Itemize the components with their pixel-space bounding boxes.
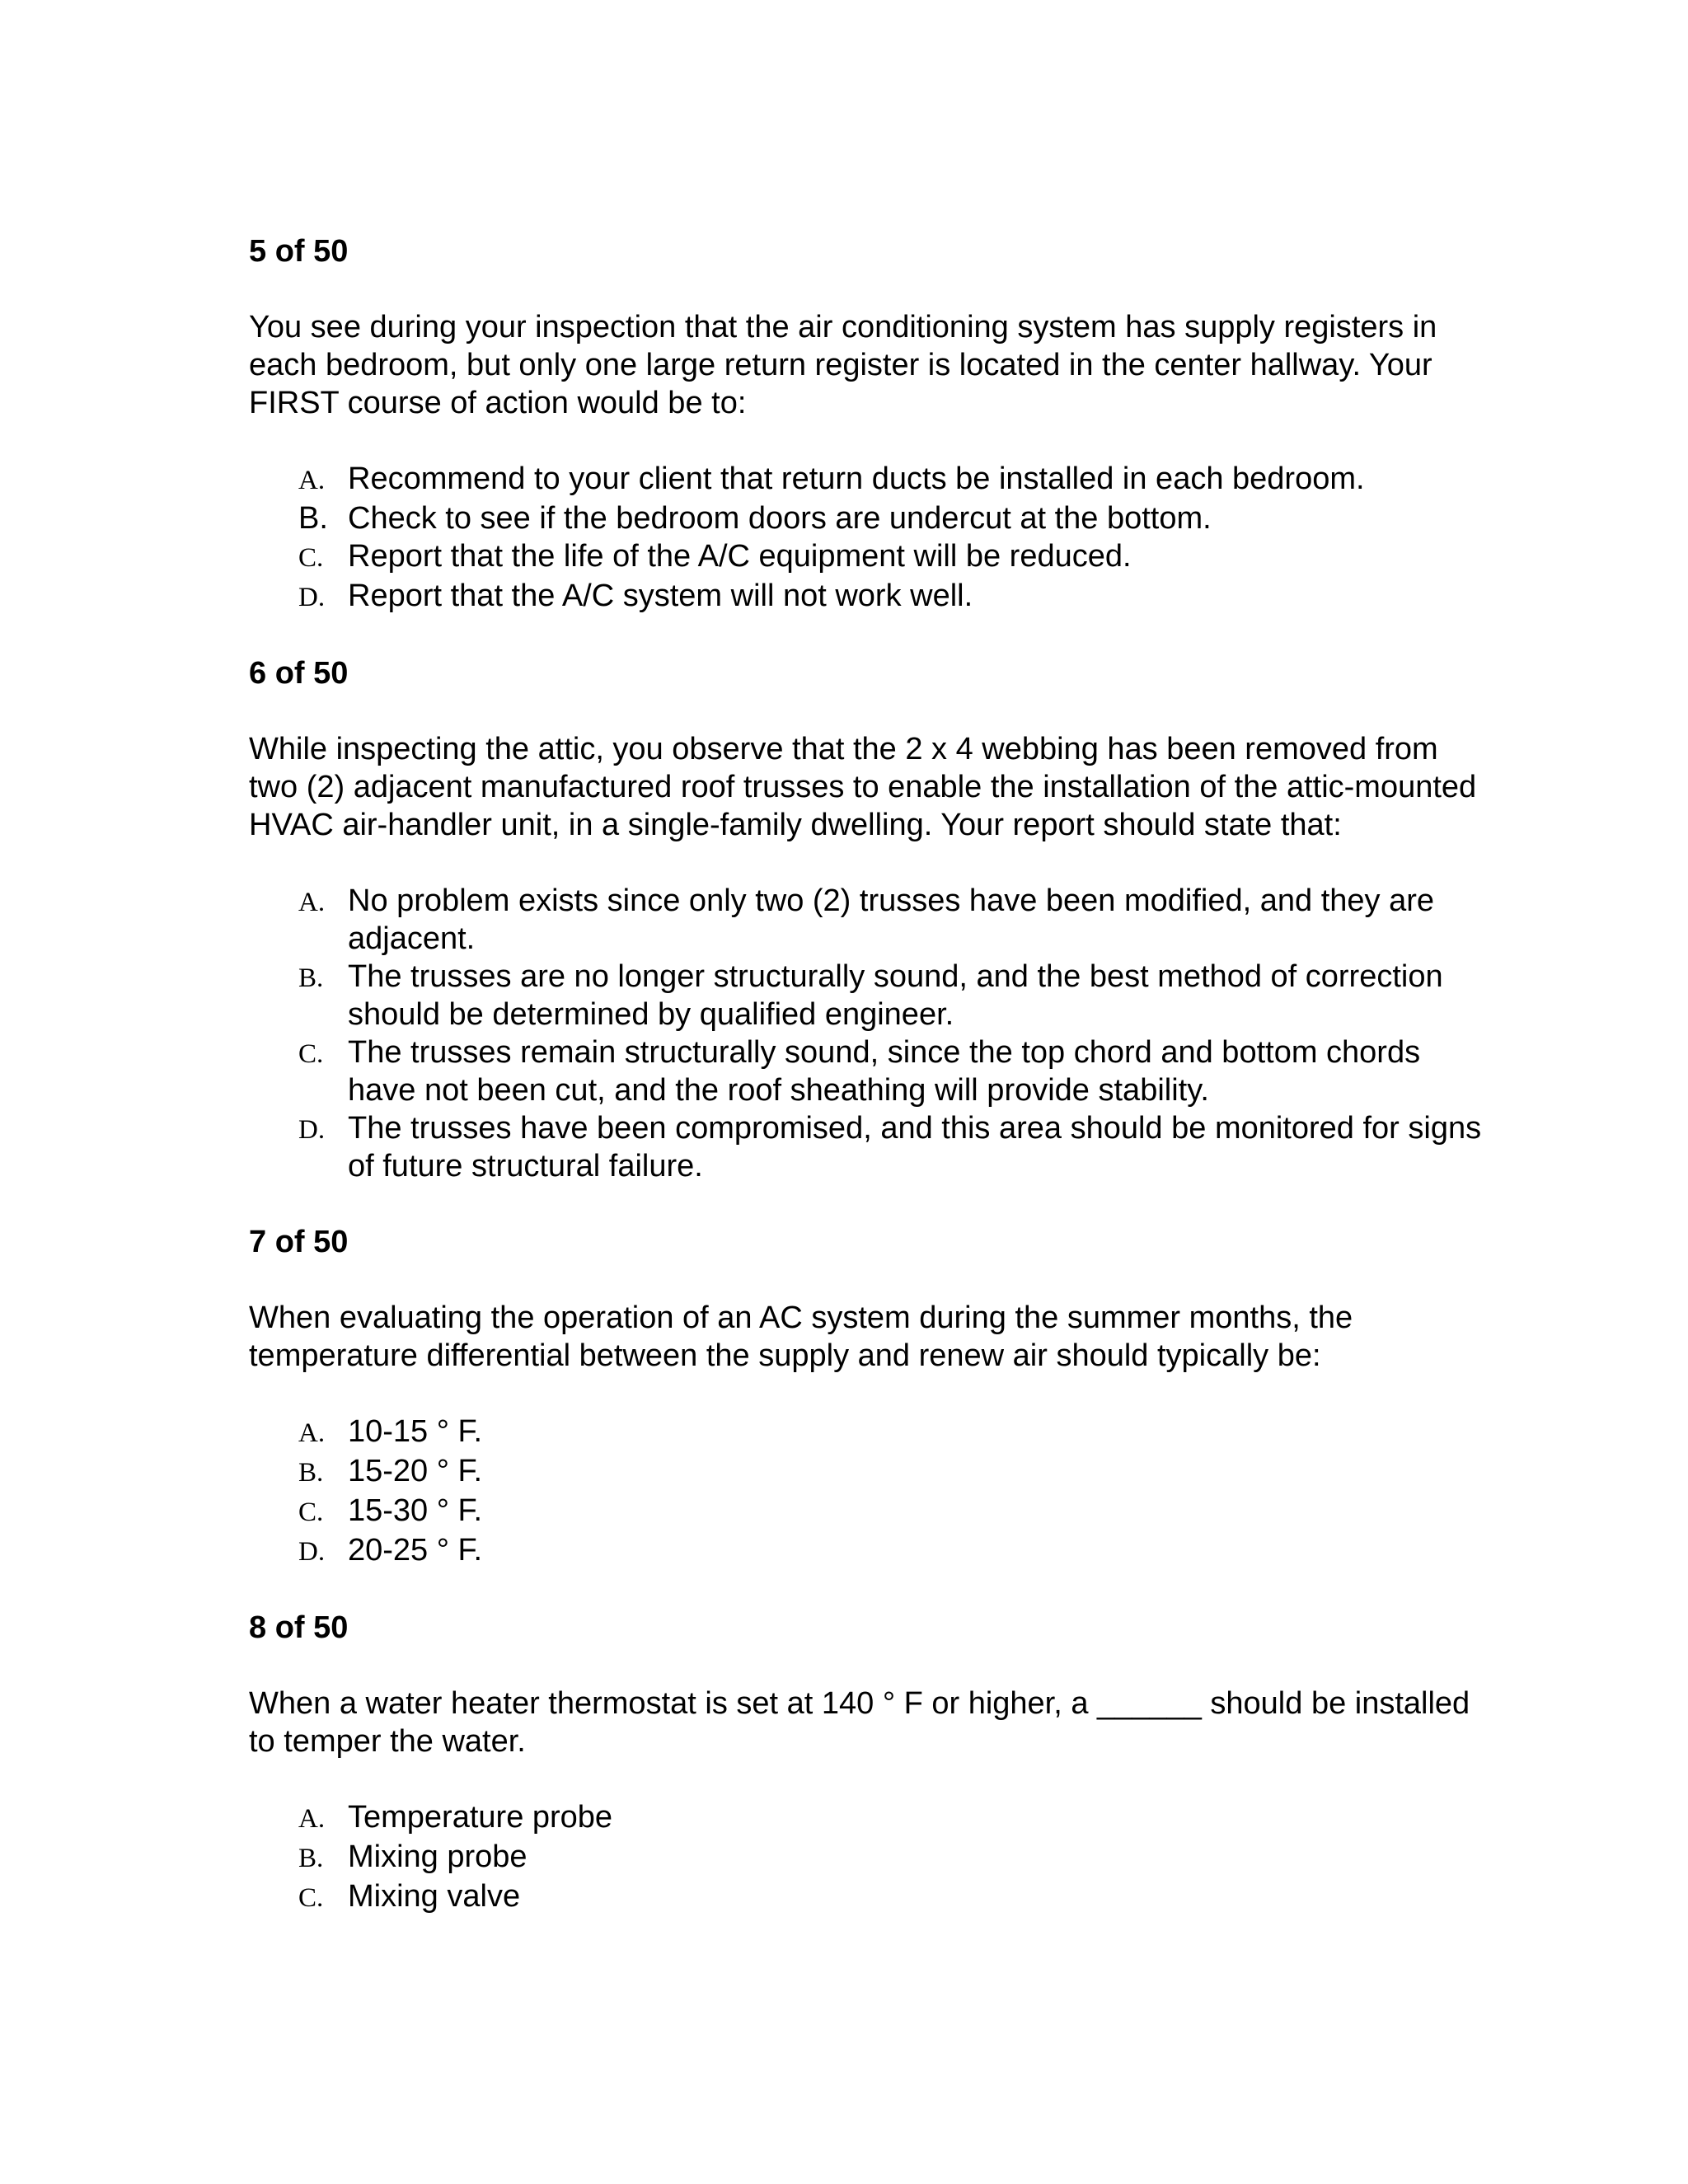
- answer-option-c: [249, 1877, 1485, 1917]
- option-letter: B.: [298, 1458, 324, 1488]
- option-letter: B.: [298, 963, 324, 993]
- option-text: Recommend to your client that return ducts be installed in each bedroom.: [348, 462, 1365, 496]
- answer-option-c: [249, 537, 1485, 577]
- question-5: [249, 232, 1485, 616]
- option-letter: C.: [298, 1039, 324, 1069]
- option-text: Mixing probe: [348, 1840, 528, 1874]
- question-number: 5 of 50: [249, 234, 349, 269]
- option-text: Report that the life of the A/C equipment will be reduced.: [348, 539, 1132, 574]
- question-8: [249, 1609, 1485, 1917]
- answer-option-c: [249, 1492, 1485, 1531]
- question-stem: When evaluating the operation of an AC system during the summer months, the temperature differential between the supply and renew air should typically be:: [249, 1301, 1353, 1373]
- answer-option-d: [249, 1531, 1485, 1571]
- answer-option-a: [249, 882, 1485, 958]
- answer-option-b: [249, 499, 1485, 537]
- option-letter: A.: [298, 466, 326, 495]
- answer-option-a: [249, 460, 1485, 499]
- option-letter: A.: [298, 888, 326, 917]
- option-letter: C.: [298, 1497, 324, 1527]
- option-text: 15-20 ° F.: [348, 1454, 483, 1488]
- answer-option-d: [249, 577, 1485, 616]
- question-7: [249, 1223, 1485, 1571]
- option-letter: B.: [298, 501, 328, 536]
- answer-options: [249, 882, 1485, 1185]
- answer-option-a: [249, 1798, 1485, 1838]
- answer-options: [249, 1413, 1485, 1571]
- answer-option-b: [249, 1452, 1485, 1492]
- option-text: Check to see if the bedroom doors are undercut at the bottom.: [348, 501, 1212, 536]
- option-text: Mixing valve: [348, 1879, 521, 1914]
- answer-options: [249, 1798, 1485, 1917]
- option-letter: D.: [298, 1115, 326, 1145]
- option-text: The trusses are no longer structurally sound, and the best method of correction should be determined by qualified engineer.: [348, 959, 1443, 1032]
- option-letter: C.: [298, 543, 324, 573]
- question-stem: While inspecting the attic, you observe that the 2 x 4 webbing has been removed from two (2) adjacent manufactured roof trusses to enable the installation of the attic-mounted HVAC air-handler unit, in a single-family dwelling. Your report should state that:: [249, 732, 1477, 842]
- option-text: The trusses remain structurally sound, since the top chord and bottom chords have not been cut, and the roof sheathing will provide stability.: [348, 1035, 1421, 1108]
- question-stem: You see during your inspection that the air conditioning system has supply registers in each bedroom, but only one large return register is located in the center hallway. Your FIRST course of action would be to:: [249, 310, 1437, 420]
- question-number: 8 of 50: [249, 1610, 349, 1645]
- question-6: [249, 654, 1485, 1185]
- question-number: 7 of 50: [249, 1225, 349, 1259]
- option-text: 20-25 ° F.: [348, 1533, 483, 1568]
- question-number: 6 of 50: [249, 656, 349, 691]
- answer-option-d: [249, 1109, 1485, 1185]
- option-text: 15-30 ° F.: [348, 1493, 483, 1528]
- exam-page: [249, 232, 1485, 1955]
- option-letter: A.: [298, 1418, 326, 1448]
- answer-option-c: [249, 1033, 1485, 1109]
- option-text: The trusses have been compromised, and this area should be monitored for signs of future structural failure.: [348, 1111, 1482, 1183]
- option-text: No problem exists since only two (2) trusses have been modified, and they are adjacent.: [348, 883, 1434, 956]
- answer-option-b: [249, 958, 1485, 1033]
- answer-option-a: [249, 1413, 1485, 1452]
- option-letter: C.: [298, 1883, 324, 1913]
- answer-options: [249, 460, 1485, 616]
- option-text: 10-15 ° F.: [348, 1414, 483, 1449]
- option-letter: B.: [298, 1844, 324, 1873]
- option-letter: D.: [298, 583, 326, 612]
- option-letter: A.: [298, 1804, 326, 1834]
- question-stem: When a water heater thermostat is set at 140 ° F or higher, a ______ should be installed to temper the water.: [249, 1686, 1470, 1759]
- option-text: Temperature probe: [348, 1800, 613, 1835]
- answer-option-b: [249, 1838, 1485, 1877]
- option-letter: D.: [298, 1537, 326, 1567]
- option-text: Report that the A/C system will not work well.: [348, 579, 973, 613]
